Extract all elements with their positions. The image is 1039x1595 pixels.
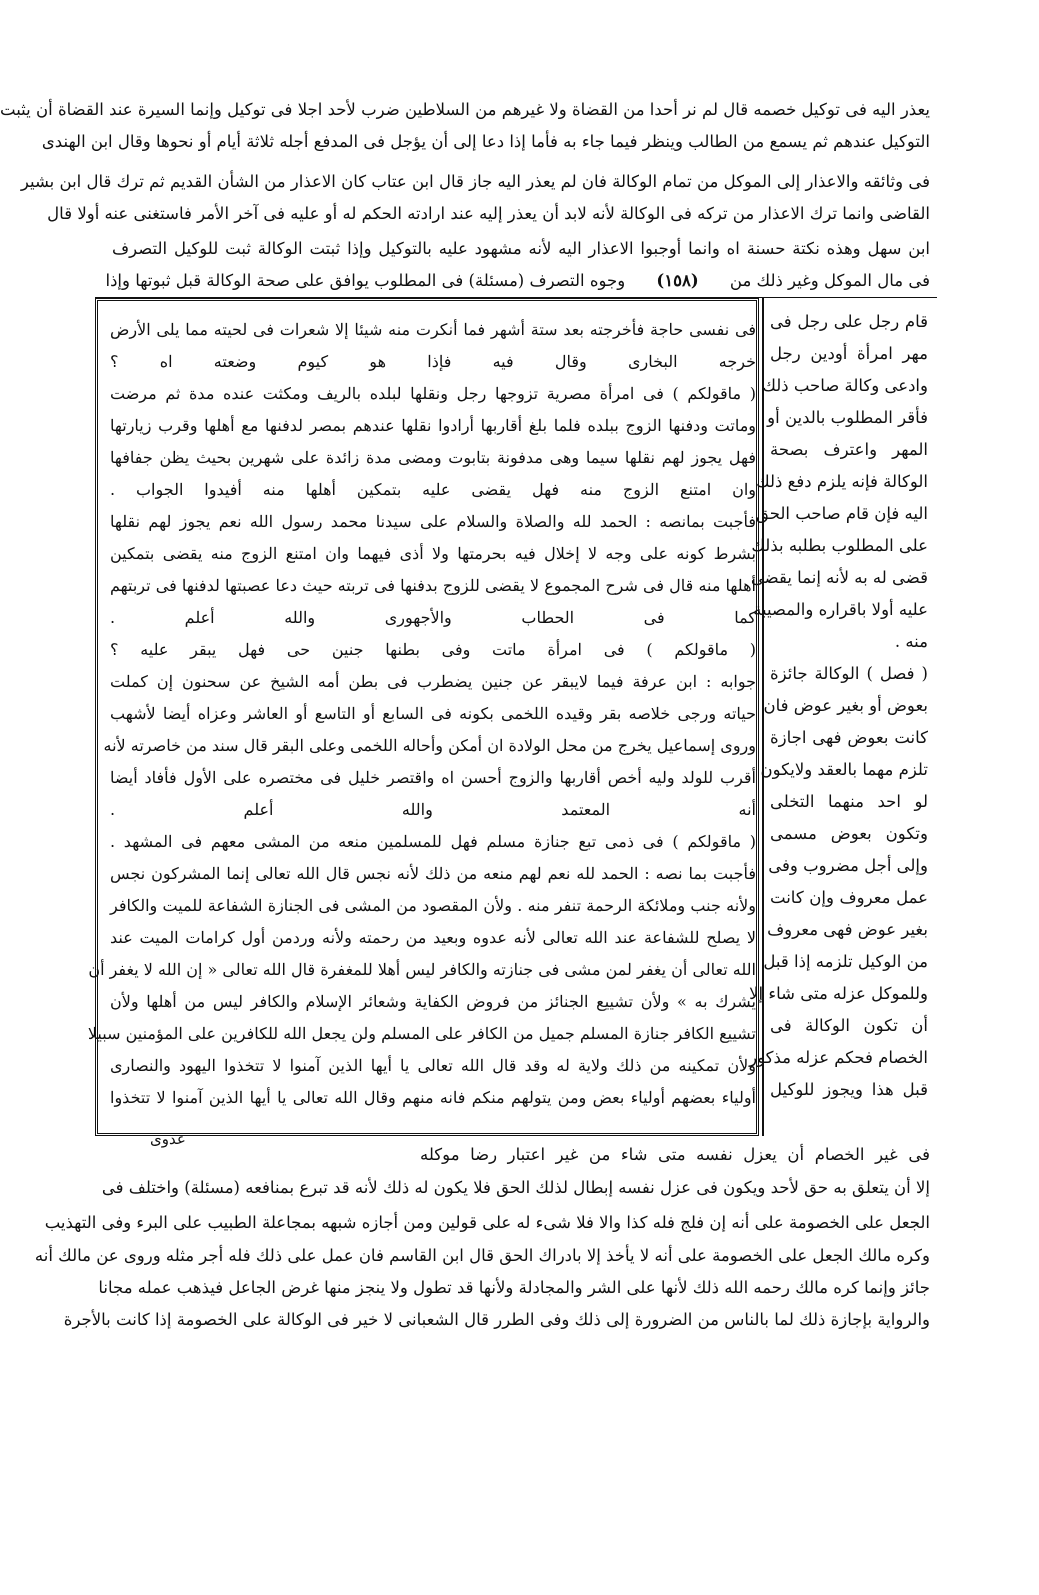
main-line: ( ماقولكم ) فى امرأة ماتت وفى بطنها جنين حى فهل يبقر عليه ؟ <box>110 640 756 659</box>
bottom-line: فى غير الخصام أن يعزل نفسه متى شاء من غير اعتبار رضا موكله <box>420 1145 930 1164</box>
margin-line: تلزم مهما بالعقد ولايكون <box>760 760 928 779</box>
main-column <box>87 305 757 1125</box>
margin-line: عمل معروف وإن كانت <box>770 888 928 907</box>
main-line: تشييع الكافر جنازة المسلم جميل من الكافر على المسلم ولن يجعل الله للكافرين على المؤمنين سبيلا <box>87 1024 756 1043</box>
main-line: جوابه : ابن عرفة فيما لايبقر عن جنين يضطرب فى بطن أمه الشيخ عن سحنون إن كملت <box>110 672 756 691</box>
main-line: فهل يجوز لهم نقلها سيما وهى مدفونة بتابوت ومضى مدة زائدة على شهرين بحيث يظن جفافها <box>110 448 756 467</box>
top-line: القاضى وانما ترك الاعذار من تركه فى الوكالة لأنه لابد أن يعذر إليه عند ارادته الحكم له أو عليه فى آخر الأمر فاستغنى عنه أولا قال <box>47 204 930 223</box>
margin-line: الوكالة فإنه يلزم دفع ذلك <box>756 472 928 491</box>
bottom-line: الجعل على الخصومة على أنه إن فلج فله كذا والا فلا شىء له على قولين ومن أجازه شبهه بمجاعلة الطبيب على البرء وفى التهذيب <box>44 1213 930 1232</box>
main-line: ولأنه جنب وملائكة الرحمة تنفر منه . ولأن المقصود من المشى فى الجنازة الشفاعة للميت والكافر <box>110 896 757 915</box>
margin-line: وإلى أجل مضروب وفى <box>768 856 928 875</box>
main-line: بشرط كونه على وجه لا إخلال فيه بحرمتها ولا أذى فيهما وان امتنع الزوج منه يقضى بتمكين <box>110 544 756 563</box>
margin-line: وللموكل عزله متى شاء إلا <box>749 984 928 1003</box>
header-right-text: فى مال الموكل وغير ذلك من <box>729 271 930 290</box>
main-line: ( ماقولكم ) فى ذمى تبع جنازة مسلم فهل للمسلمين منعه من المشى معهم فى المشهد . <box>110 832 756 851</box>
main-line: الله تعالى أن يغفر لمن مشى فى جنازته والكافر ليس أهلا للمغفرة قال الله تعالى « إن الله لا يغفر أن <box>88 960 756 979</box>
main-line: ( ماقولكم ) فى امرأة مصرية تزوجها رجل ونقلها لبلده بالريف ومكثت عنده مدة ثم مرضت <box>110 384 756 403</box>
main-line: وماتت ودفنها الزوج ببلده فلما بلغ أقاربها أرادوا نقلها عندهم بمصر لدفنها مع أهلها وقرب زيارتها <box>110 416 756 435</box>
top-line: ابن سهل وهذه نكتة حسنة اه وانما أوجبوا الاعذار اليه لأنه مشهود عليه بالتوكيل وإذا ثبتت الوكالة ثبت للوكيل التصرف <box>112 239 930 258</box>
margin-column <box>749 305 928 1135</box>
margin-line: بغير عوض فهى معروف <box>767 920 928 939</box>
margin-line: كانت بعوض فهى اجازة <box>770 728 928 747</box>
main-line: كما فى الحطاب والأجهورى والله أعلم . <box>110 608 756 627</box>
margin-line: على المطلوب بطلبه بذلك <box>751 536 928 555</box>
margin-line: قضى له به لأنه إنما يقضى <box>750 568 928 587</box>
margin-line: لو احد منهما التخلى <box>770 792 928 811</box>
main-line: أنه المعتمد والله أعلم . <box>110 800 756 819</box>
top-line: فى وثائقه والاعذار إلى الموكل من تمام الوكالة فان لم يعذر اليه جاز قال ابن عتاب كان الاعذار من الشأن القديم ثم ترك قال ابن بشير <box>20 172 930 191</box>
bottom-line: جائز وإنما كره مالك رحمه الله ذلك لأنها على الشر والمجادلة ولأنها قد تطول ولا ينجز منها غرض الجاعل فيذهب عمله مجانا <box>98 1278 930 1297</box>
main-line: أولياء بعضهم أولياء بعض ومن يتولهم منكم فانه منهم وقال الله تعالى يا أيها الذين آمنوا لا تتخذوا <box>110 1088 756 1107</box>
bottom-line: والرواية بإجازة ذلك لما بالناس من الضرورة إلى ذلك وفى الطرر قال الشعبانى لا خير فى الوكالة على الخصومة إذا كانت بالأجرة <box>63 1310 930 1329</box>
margin-line: أن تكون الوكالة فى <box>770 1016 928 1035</box>
main-line: لا يصلح للشفاعة عند الله تعالى لأنه عدوه وبعيد من رحمته ولأنه وردمن أول كرامات الميت عند <box>110 928 756 947</box>
page-number: (١٥٨) <box>656 271 699 290</box>
main-line: وروى إسماعيل يخرج من محل الولادة ان أمكن وأحاله اللخمى وعلى البقر قال سند من خاصرته لأنه <box>103 736 756 755</box>
main-line: ولأن تمكينه من ذلك ولاية له وقد قال الله تعالى يا أيها الذين آمنوا لا تتخذوا اليهود والنصارى <box>110 1056 756 1075</box>
margin-line: فأقر المطلوب بالدين أو <box>767 408 928 427</box>
signature-mark: عدوى <box>150 1130 186 1148</box>
margin-line: قبل هذا ويجوز للوكيل <box>770 1080 928 1099</box>
main-line: فأجبت بما نصه : الحمد لله نعم لهم منعه من ذلك لأنه نجس قال الله تعالى إنما المشركون نجس <box>110 864 756 883</box>
main-line: خرجه البخارى وقال فيه فإذا هو كيوم وضعته اه ؟ <box>110 352 756 371</box>
header-left-text: وجوه التصرف (مسئلة) فى المطلوب يوافق على صحة الوكالة قبل ثبوتها وإذا <box>105 271 626 290</box>
main-line: يشرك به » ولأن تشييع الجنائز من فروض الكفاية وشعائر الإسلام والكافر ليس من أهلها ولأن <box>110 992 756 1011</box>
top-line: التوكيل عندهم ثم يسمع من الطالب وينظر فيما جاء به فأما إذا دعا إلى أن يؤجل فى المدفع أجله ثلاثة أيام أو نحوها وقال ابن الهندى <box>41 132 930 151</box>
margin-line: وتكون بعوض مسمى <box>770 824 928 843</box>
main-line: فى نفسى حاجة فأخرجته بعد ستة أشهر فما أنكرت منه شيئا إلا شعرات فى لحيته مما يلى الأرض <box>110 320 756 339</box>
margin-line: من الوكيل تلزمه إذا قبل <box>763 952 928 971</box>
margin-line: وادعى وكالة صاحب ذلك <box>762 376 928 395</box>
main-line: فأجبت بمانصه : الحمد لله والصلاة والسلام على سيدنا محمد رسول الله نعم يجوز لهم نقلها <box>110 512 757 531</box>
main-line: أقرب للولد وليه أخص أقاربها والزوج أحسن اه واقتصر خليل فى مختصره على الأول فأفاد أيضا <box>110 768 757 787</box>
margin-line: عليه أولا باقراره والمصيبة <box>753 600 928 619</box>
margin-line: اليه فإن قام صاحب الحق <box>755 504 928 523</box>
top-line: يعذر اليه فى توكيل خصمه قال لم نر أحدا من القضاة ولا غيرهم من السلاطين ضرب لأحد اجلا فى توكيل وإنما السيرة عند القضاة أن يثبت <box>0 100 930 119</box>
margin-line: ( فصل ) الوكالة جائزة <box>770 664 928 683</box>
margin-line: الخصام فحكم عزله مذكور <box>749 1048 928 1067</box>
main-line: أهلها منه قال فى شرح المجموع لا يقضى للزوج بدفنها فى تربته حيث دعا عصبتها لدفنها فى تربتهم <box>110 576 756 595</box>
margin-line: بعوض أو بغير عوض فان <box>763 696 928 715</box>
margin-line: منه . <box>894 632 928 651</box>
running-header <box>105 266 930 296</box>
margin-line: قام رجل على رجل فى <box>770 312 928 331</box>
main-line: حياته ورجى خلاصه بقر وقيده اللخمى بكونه فى السابع أو التاسع أو العاشر وعزاه أيضا لأشهب <box>110 704 756 723</box>
bottom-line: وكره مالك الجعل على الخصومة على أنه لا يأخذ إلا بادراك الحق قال ابن القاسم فان عمل على ذلك فله أجر مثله وروى عن مالك أنه <box>34 1246 930 1265</box>
margin-line: المهر واعترف بصحة <box>770 440 928 459</box>
bottom-line: إلا أن يتعلق به حق لأحد ويكون فى عزل نفسه إبطال لذلك الحق فلا يكون له ذلك لأنه قد تبرع بمنافعه (مسئلة) واختلف فى <box>101 1178 930 1197</box>
main-line: وان امتنع الزوج منه فهل يقضى عليه بتمكين أهلها منه أفيدوا الجواب . <box>110 480 756 499</box>
margin-line: مهر امرأة أودين رجل <box>770 344 928 363</box>
